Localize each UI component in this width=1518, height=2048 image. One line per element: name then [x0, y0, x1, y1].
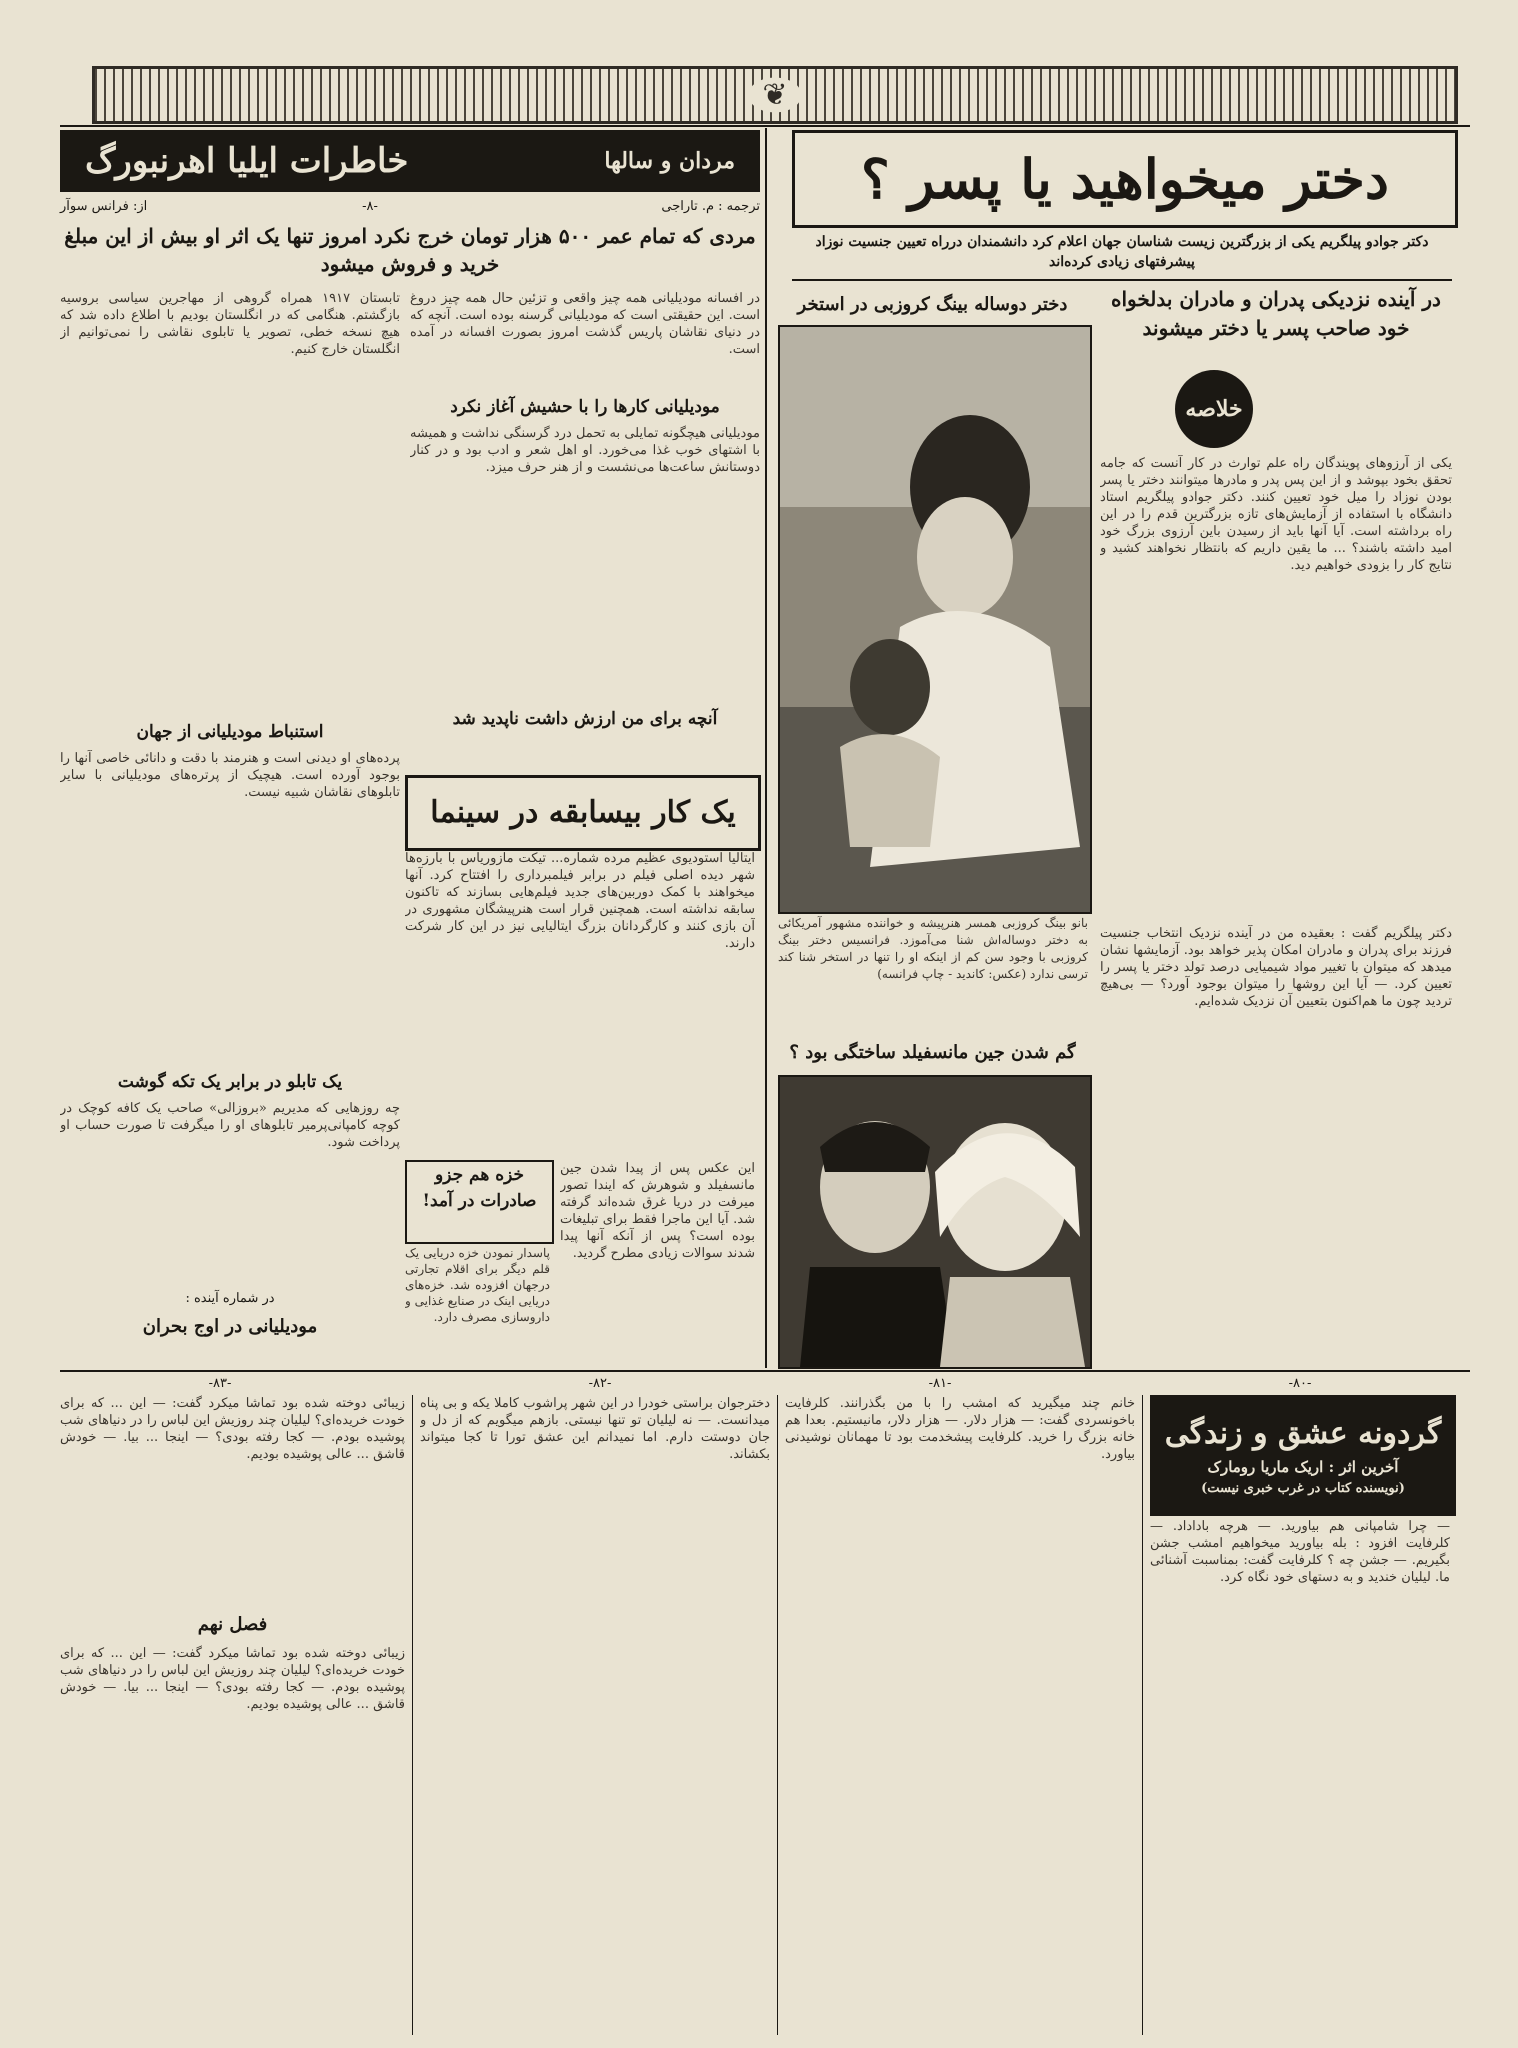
memoirs-title: خاطرات ایلیا اهرنبورگ	[85, 141, 409, 181]
section-label: مردان و سالها	[604, 148, 735, 174]
serial-col-1: زیبائی دوخته شده بود تماشا میکرد گفت: — این ... که برای خودت خریده‌ای؟ لیلیان چند روزیش این لباس را در دنیاهای شب پوشیده بودم. — کجا رفته بودی؟ — اینجا ... بیا. — خودش قاشق ... عالی پوشیده بودیم.	[60, 1396, 405, 1462]
article-body-right: یکی از آرزوهای پویندگان راه علم توارث در کار آنست که جامه تحقق بخود بپوشد و از این پس پدر و مادرها میتوانند دختر یا پسر بودن نوزاد را میل خود تعیین کنند. دکتر جوادو پیلگریم استاد دانشگاه با استفاده از آزمایش‌های تازه بزرگترین قدم را در این راه برداشته است. آیا آنها باید از رسیدن باین آرزوی بزرگ خود امید داشته باشند؟ ... ما یقین داریم که بانتظار نخواهند کشید و نتایج کار را بزودی خواهیم دید.	[1100, 456, 1452, 573]
masthead-ornament	[92, 66, 1458, 124]
middle-rule	[60, 1370, 1470, 1372]
photo-mansfield-image	[780, 1077, 1090, 1367]
subhead-future: در آینده نزدیکی پدران و مادران بدلخواه خود صاحب پسر یا دختر میشوند	[1111, 287, 1441, 340]
serial-col-1-cont: زیبائی دوخته شده بود تماشا میکرد گفت: — این ... که برای خودت خریده‌ای؟ لیلیان چند روزیش این لباس را در دنیاهای شب پوشیده بودم. — کجا رفته بودی؟ — اینجا ... بیا. — خودش قاشق ... عالی پوشیده بودیم.	[60, 1646, 405, 1712]
page-number-80: -۸۰-	[1288, 1376, 1312, 1391]
memoir-sub-2: آنچه برای من ارزش داشت ناپدید شد	[452, 709, 718, 729]
lead-rule	[792, 279, 1452, 281]
headline-fur-export: خزه هم جزو صادرات در آمد!	[405, 1160, 554, 1244]
translator-credit: ترجمه : م. تاراجی	[661, 199, 760, 214]
page-number-83: -۸۳-	[208, 1376, 232, 1391]
article-body-jayne: این عکس پس از پیدا شدن جین مانسفیلد و شوهرش که ایندا تصور میرفت در دریا غرق شده‌اند گرفته شد. آیا این ماجرا فقط برای تبلیغات بوده است؟ پس از آنکه آنها پیدا شدند سوالات زیادی مطرح گردید.	[560, 1161, 755, 1261]
headline-girl-or-boy: دختر میخواهید یا پسر ؟	[792, 130, 1458, 228]
center-rule	[765, 128, 767, 1368]
continued-label: در شماره آینده :	[185, 1291, 275, 1306]
top-rule	[60, 125, 1470, 127]
photo-headline-crosby: دختر دوساله بینگ کروزبی در استخر	[797, 294, 1068, 315]
photo-headline-mansfield: گم شدن جین مانسفیلد ساختگی بود ؟	[789, 1042, 1076, 1063]
memoir-sub-3: استنباط مودیلیانی از جهان	[136, 722, 324, 742]
page-number-82: -۸۲-	[588, 1376, 612, 1391]
article-body-cinema: ایتالیا استودیوی عظیم مرده شماره... تیکت مازوریاس با بارزه‌ها شهر دیده اصلی فیلم در برابر فیلمبرداری را افتتاح کرد. آنها میخواهند با کمک دوربین‌های جدید فیلم‌هایی بسازند که تاکنون سابقه نداشته است. همچنین قرار است هنرپیشگان مشهوری در آن بازی کنند و کارگردانان بزرگ ایتالیایی نیز در این کار شرکت دارند.	[405, 851, 755, 951]
column-rule-1	[412, 1395, 413, 2035]
header-memoirs	[60, 130, 760, 192]
serial-col-3: خانم چند میگیرید که امشب را با من بگذرانند. کلرفایت باخونسردی گفت: — هزار دلار. — هزار دلار، مانیستیم. بعدا هم خانه بزرگ را خرید. کلرفایت پیشخدمت بود تا مهمانان نوشیدنی بیاورد.	[785, 1396, 1135, 1462]
photo-mansfield	[778, 1075, 1092, 1369]
page-number-81: -۸۱-	[928, 1376, 952, 1391]
subhead-modigliani: مردی که تمام عمر ۵۰۰ هزار تومان خرج نکرد امروز تنها یک اثر او بیش از این مبلغ خرید و فروش میشود	[64, 224, 756, 276]
memoir-sub-1: مودیلیانی کارها را با حشیش آغاز نکرد	[450, 397, 720, 417]
serial-title: گردونه عشق و زندگی	[1164, 1415, 1442, 1451]
column-rule-2	[777, 1395, 778, 2035]
source-credit: از: فرانس سوآر	[60, 199, 148, 214]
next-issue-title: مودیلیانی در اوج بحران	[142, 1316, 318, 1337]
summary-badge: خلاصه	[1175, 370, 1253, 448]
memoir-body-3: تابستان ۱۹۱۷ همراه گروهی از مهاجرین سیاسی بروسیه بازگشتم. هنگامی که در انگلستان بودیم با اطلاع داده شد که هیچ نسخه خطی، تصویر یا تابلوی نقاشی را نمی‌توانیم از انگلستان خارج کنیم.	[60, 291, 400, 357]
memoir-body-1: در افسانه مودیلیانی همه چیز واقعی و تزئین حال همه چیز دروغ است. این حقیقتی است که مودیلیانی گرسنه بوده است. آنچه که در دنیای نقاشان پاریس گذشت امروز بصورت افسانه در آمده است.	[410, 291, 760, 357]
article-body-right-cont: دکتر پیلگریم گفت : بعقیده من در آینده نزدیک انتخاب جنسیت فرزند برای پدران و مادران امکان پذیر خواهد بود. آزمایشها نشان میدهد که میتوان با تغییر مواد شیمیایی درصد تولد دختر یا پسر را تعیین کرد. — آیا این روشها را میتوان بوجود آورد؟ — بی‌هیچ تردید چون ما هم‌اکنون بتعیین آن نزدیک شده‌ایم.	[1100, 926, 1452, 1009]
serial-title-box	[1150, 1395, 1456, 1516]
photo-crosby-pool	[778, 325, 1092, 914]
memoir-body-4: پرده‌های او دیدنی است و هنرمند با دقت و دانائی خاصی آنها را بوجود آورده است. هیچیک از پرتره‌های مودیلیانی با سایر تابلوهای نقاشان شبیه نیست.	[60, 751, 400, 800]
photo-caption-crosby: بانو بینگ کروزبی همسر هنرپیشه و خواننده مشهور آمریکائی به دختر دوساله‌اش شنا می‌آموزد. فرانسیس دختر بینگ کروزبی با وجود سن کم از اینکه او را تنها در استخر شنا کند ترسی ندارد (عکس: کاندید - چاپ فرانسه)	[778, 916, 1088, 981]
ornament-icon: ❦	[748, 78, 801, 113]
chapter-heading: فصل نهم	[197, 1614, 268, 1635]
memoir-sub-4: یک تابلو در برابر یک تکه گوشت	[117, 1072, 343, 1092]
page-number-8: -۸-	[362, 199, 378, 214]
serial-col-2: دخترجوان براستی خودرا در این شهر پراشوب کاملا یکه و بی پناه میدانست. — نه لیلیان تو تنها نیستی. بازهم میگویم که از دل و جان دوستت دارم. اما نمیدانم این عشق تورا تا کجا میتواند بکشاند.	[420, 1396, 770, 1462]
article-body-fur: پاسدار نمودن خزه دریایی یک قلم دیگر برای اقلام تجارتی درجهان افزوده شد. خزه‌های دریایی اینک در صنایع غذایی و داروسازی مصرف دارد.	[405, 1246, 550, 1324]
serial-note: (نویسنده کتاب در غرب خبری نیست)	[1201, 1480, 1405, 1496]
serial-col-4: — چرا شامپانی هم بیاورید. — هرچه باداداد. — کلرفایت افزود : بله بیاورید میخواهیم امشب جشن بگیریم. — جشن چه ؟ کلرفایت گفت: بمناسبت آشنائی ما. لیلیان خندید و به دستهای خود نگاه کرد.	[1150, 1519, 1450, 1585]
serial-author: آخرین اثر : اریک ماریا رومارک	[1207, 1457, 1399, 1476]
photo-crosby-image	[780, 327, 1090, 912]
memoir-body-2: مودیلیانی هیچگونه تمایلی به تحمل درد گرسنگی نداشت و همیشه با اشتهای خوب غذا می‌خورد. او اهل شعر و ادب بود و در کنار دوستانش ساعت‌ها می‌نشست و از هنر حرف میزد.	[410, 426, 760, 475]
headline-cinema: یک کار بیسابقه در سینما	[405, 775, 761, 851]
column-rule-3	[1142, 1395, 1143, 2035]
lead-text: دکتر جوادو پیلگریم یکی از بزرگترین زیست شناسان جهان اعلام کرد دانشمندان درراه تعیین جنسیت نوزاد پیشرفتهای زیادی کرده‌اند	[815, 234, 1429, 270]
memoir-body-5: چه روزهایی که مدیریم «بروزالی» صاحب یک کافه کوچک در کوچه کامپانی‌پرمیر تابلوهای او را میگرفت تا صورت حساب او پرداخت شود.	[60, 1101, 400, 1150]
